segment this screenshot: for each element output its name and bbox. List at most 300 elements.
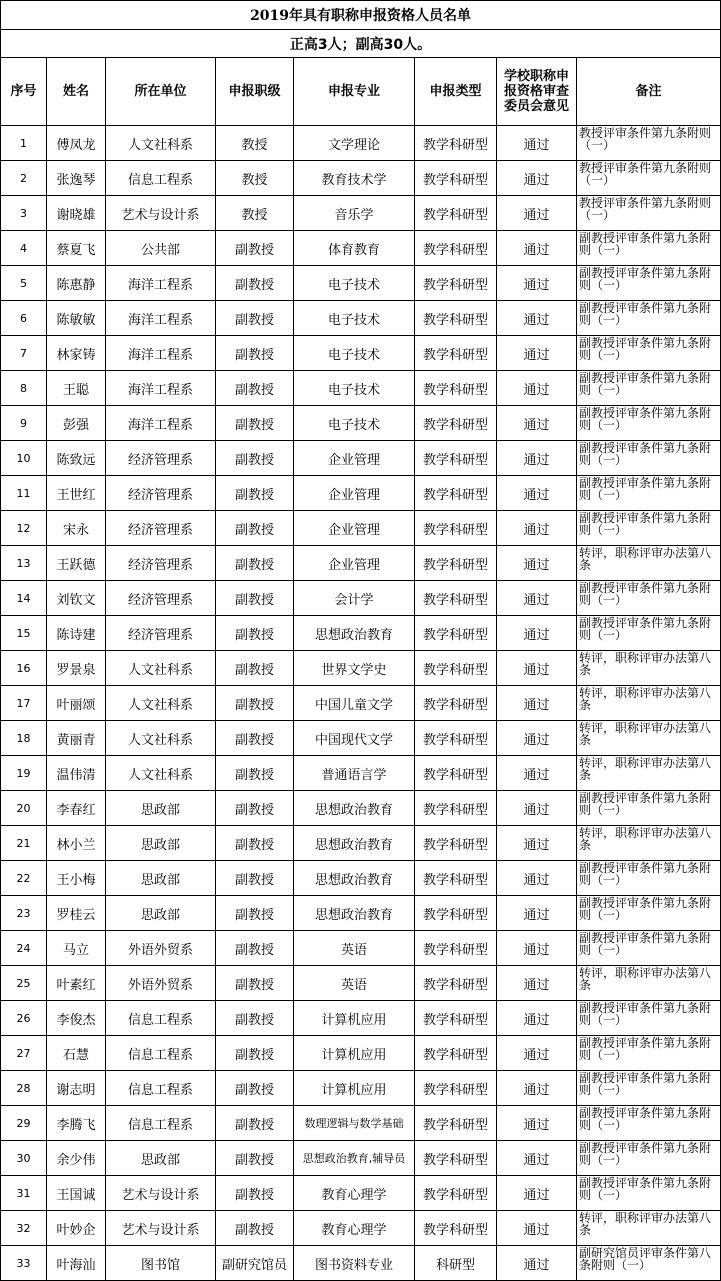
cell-review: 通过 bbox=[497, 1001, 577, 1036]
header-level: 申报职级 bbox=[216, 58, 294, 126]
header-name: 姓名 bbox=[47, 58, 106, 126]
cell-note: 副教授评审条件第九条附则（一） bbox=[577, 441, 721, 476]
cell-seq: 3 bbox=[1, 196, 47, 231]
cell-unit: 思政部 bbox=[106, 861, 216, 896]
cell-unit: 人文社科系 bbox=[106, 756, 216, 791]
cell-review: 通过 bbox=[497, 686, 577, 721]
cell-note: 副教授评审条件第九条附则（一） bbox=[577, 1001, 721, 1036]
cell-note: 转评，职称评审办法第八条 bbox=[577, 966, 721, 1001]
table-row bbox=[1, 721, 721, 756]
cell-review: 通过 bbox=[497, 196, 577, 231]
cell-note: 副教授评审条件第九条附则（一） bbox=[577, 406, 721, 441]
cell-unit: 经济管理系 bbox=[106, 441, 216, 476]
cell-level: 副教授 bbox=[216, 1141, 294, 1176]
cell-note: 副教授评审条件第九条附则（一） bbox=[577, 1036, 721, 1071]
cell-unit: 艺术与设计系 bbox=[106, 1176, 216, 1211]
cell-note: 副教授评审条件第九条附则（一） bbox=[577, 1071, 721, 1106]
cell-review: 通过 bbox=[497, 126, 577, 161]
table-row bbox=[1, 581, 721, 616]
cell-review: 通过 bbox=[497, 266, 577, 301]
cell-note: 转评，职称评审办法第八条 bbox=[577, 1211, 721, 1246]
cell-type: 教学科研型 bbox=[415, 686, 497, 721]
cell-type: 教学科研型 bbox=[415, 581, 497, 616]
cell-note: 教授评审条件第九条附则（一） bbox=[577, 126, 721, 161]
cell-level: 教授 bbox=[216, 161, 294, 196]
cell-review: 通过 bbox=[497, 1211, 577, 1246]
cell-unit: 思政部 bbox=[106, 1141, 216, 1176]
cell-name: 温伟清 bbox=[47, 756, 106, 791]
cell-unit: 经济管理系 bbox=[106, 616, 216, 651]
cell-level: 副教授 bbox=[216, 791, 294, 826]
cell-level: 副教授 bbox=[216, 336, 294, 371]
cell-level: 副教授 bbox=[216, 1001, 294, 1036]
cell-major: 思想政治教育 bbox=[294, 791, 415, 826]
cell-unit: 外语外贸系 bbox=[106, 931, 216, 966]
cell-review: 通过 bbox=[497, 161, 577, 196]
cell-review: 通过 bbox=[497, 966, 577, 1001]
cell-note: 副教授评审条件第九条附则（一） bbox=[577, 791, 721, 826]
cell-level: 副教授 bbox=[216, 266, 294, 301]
cell-type: 教学科研型 bbox=[415, 301, 497, 336]
table-row bbox=[1, 791, 721, 826]
cell-seq: 13 bbox=[1, 546, 47, 581]
cell-major: 教育技术学 bbox=[294, 161, 415, 196]
cell-major: 世界文学史 bbox=[294, 651, 415, 686]
cell-note: 副教授评审条件第九条附则（一） bbox=[577, 231, 721, 266]
table-row bbox=[1, 406, 721, 441]
cell-seq: 20 bbox=[1, 791, 47, 826]
table-row bbox=[1, 196, 721, 231]
cell-unit: 经济管理系 bbox=[106, 581, 216, 616]
table-row bbox=[1, 756, 721, 791]
cell-type: 教学科研型 bbox=[415, 1036, 497, 1071]
page-subtitle: 正高3人；副高30人。 bbox=[1, 30, 721, 58]
table-row bbox=[1, 651, 721, 686]
cell-note: 教授评审条件第九条附则（一） bbox=[577, 161, 721, 196]
cell-major: 普通语言学 bbox=[294, 756, 415, 791]
cell-seq: 11 bbox=[1, 476, 47, 511]
cell-type: 教学科研型 bbox=[415, 511, 497, 546]
cell-name: 余少伟 bbox=[47, 1141, 106, 1176]
cell-major: 思想政治教育 bbox=[294, 861, 415, 896]
cell-unit: 人文社科系 bbox=[106, 721, 216, 756]
cell-unit: 经济管理系 bbox=[106, 511, 216, 546]
cell-review: 通过 bbox=[497, 406, 577, 441]
cell-name: 谢志明 bbox=[47, 1071, 106, 1106]
cell-review: 通过 bbox=[497, 581, 577, 616]
cell-unit: 人文社科系 bbox=[106, 686, 216, 721]
cell-major: 电子技术 bbox=[294, 336, 415, 371]
cell-unit: 外语外贸系 bbox=[106, 966, 216, 1001]
cell-seq: 7 bbox=[1, 336, 47, 371]
cell-unit: 艺术与设计系 bbox=[106, 196, 216, 231]
cell-note: 转评，职称评审办法第八条 bbox=[577, 826, 721, 861]
cell-name: 王小梅 bbox=[47, 861, 106, 896]
cell-note: 副教授评审条件第九条附则（一） bbox=[577, 371, 721, 406]
cell-note: 转评，职称评审办法第八条 bbox=[577, 546, 721, 581]
cell-level: 副教授 bbox=[216, 441, 294, 476]
cell-review: 通过 bbox=[497, 301, 577, 336]
cell-level: 副教授 bbox=[216, 406, 294, 441]
cell-level: 副教授 bbox=[216, 1036, 294, 1071]
cell-level: 副教授 bbox=[216, 966, 294, 1001]
cell-seq: 25 bbox=[1, 966, 47, 1001]
cell-type: 教学科研型 bbox=[415, 126, 497, 161]
cell-level: 副教授 bbox=[216, 476, 294, 511]
table-row bbox=[1, 266, 721, 301]
cell-name: 李俊杰 bbox=[47, 1001, 106, 1036]
cell-level: 副教授 bbox=[216, 686, 294, 721]
cell-major: 电子技术 bbox=[294, 301, 415, 336]
cell-level: 副教授 bbox=[216, 721, 294, 756]
cell-note: 副教授评审条件第九条附则（一） bbox=[577, 581, 721, 616]
cell-review: 通过 bbox=[497, 1036, 577, 1071]
table-row bbox=[1, 931, 721, 966]
subtitle-row bbox=[1, 30, 721, 58]
cell-unit: 图书馆 bbox=[106, 1246, 216, 1281]
cell-level: 教授 bbox=[216, 126, 294, 161]
cell-review: 通过 bbox=[497, 791, 577, 826]
cell-name: 石慧 bbox=[47, 1036, 106, 1071]
cell-name: 谢晓雄 bbox=[47, 196, 106, 231]
cell-type: 教学科研型 bbox=[415, 161, 497, 196]
cell-note: 副研究馆员评审条件第八条附则（一） bbox=[577, 1246, 721, 1281]
cell-name: 李春红 bbox=[47, 791, 106, 826]
cell-unit: 海洋工程系 bbox=[106, 336, 216, 371]
cell-major: 电子技术 bbox=[294, 266, 415, 301]
cell-level: 副教授 bbox=[216, 1176, 294, 1211]
cell-name: 傅凤龙 bbox=[47, 126, 106, 161]
cell-type: 教学科研型 bbox=[415, 966, 497, 1001]
cell-note: 副教授评审条件第九条附则（一） bbox=[577, 266, 721, 301]
header-row bbox=[1, 58, 721, 126]
cell-name: 罗景泉 bbox=[47, 651, 106, 686]
cell-review: 通过 bbox=[497, 1141, 577, 1176]
header-unit: 所在单位 bbox=[106, 58, 216, 126]
table-row bbox=[1, 1176, 721, 1211]
cell-level: 教授 bbox=[216, 196, 294, 231]
cell-seq: 32 bbox=[1, 1211, 47, 1246]
cell-seq: 6 bbox=[1, 301, 47, 336]
cell-major: 计算机应用 bbox=[294, 1071, 415, 1106]
cell-type: 教学科研型 bbox=[415, 896, 497, 931]
cell-level: 副教授 bbox=[216, 616, 294, 651]
cell-level: 副教授 bbox=[216, 1071, 294, 1106]
cell-seq: 15 bbox=[1, 616, 47, 651]
cell-name: 王世红 bbox=[47, 476, 106, 511]
cell-type: 教学科研型 bbox=[415, 371, 497, 406]
table-row bbox=[1, 966, 721, 1001]
table-row bbox=[1, 861, 721, 896]
cell-type: 教学科研型 bbox=[415, 546, 497, 581]
table-row bbox=[1, 476, 721, 511]
table-row bbox=[1, 161, 721, 196]
cell-type: 科研型 bbox=[415, 1246, 497, 1281]
cell-name: 王聪 bbox=[47, 371, 106, 406]
cell-type: 教学科研型 bbox=[415, 931, 497, 966]
table-row bbox=[1, 301, 721, 336]
table-row bbox=[1, 1246, 721, 1281]
cell-major: 企业管理 bbox=[294, 546, 415, 581]
cell-seq: 19 bbox=[1, 756, 47, 791]
cell-seq: 26 bbox=[1, 1001, 47, 1036]
cell-unit: 人文社科系 bbox=[106, 126, 216, 161]
cell-unit: 思政部 bbox=[106, 791, 216, 826]
cell-seq: 27 bbox=[1, 1036, 47, 1071]
cell-seq: 2 bbox=[1, 161, 47, 196]
cell-type: 教学科研型 bbox=[415, 756, 497, 791]
cell-major: 企业管理 bbox=[294, 476, 415, 511]
cell-level: 副研究馆员 bbox=[216, 1246, 294, 1281]
cell-unit: 思政部 bbox=[106, 826, 216, 861]
cell-seq: 28 bbox=[1, 1071, 47, 1106]
cell-review: 通过 bbox=[497, 511, 577, 546]
cell-review: 通过 bbox=[497, 1176, 577, 1211]
cell-name: 陈诗建 bbox=[47, 616, 106, 651]
cell-review: 通过 bbox=[497, 441, 577, 476]
cell-level: 副教授 bbox=[216, 231, 294, 266]
cell-major: 会计学 bbox=[294, 581, 415, 616]
cell-type: 教学科研型 bbox=[415, 476, 497, 511]
cell-seq: 14 bbox=[1, 581, 47, 616]
table-row bbox=[1, 1001, 721, 1036]
cell-type: 教学科研型 bbox=[415, 1176, 497, 1211]
cell-seq: 10 bbox=[1, 441, 47, 476]
cell-note: 副教授评审条件第九条附则（一） bbox=[577, 1141, 721, 1176]
cell-major: 中国儿童文学 bbox=[294, 686, 415, 721]
cell-unit: 经济管理系 bbox=[106, 476, 216, 511]
cell-major: 思想政治教育 bbox=[294, 616, 415, 651]
cell-level: 副教授 bbox=[216, 1211, 294, 1246]
cell-seq: 9 bbox=[1, 406, 47, 441]
cell-seq: 12 bbox=[1, 511, 47, 546]
page-title: 2019年具有职称申报资格人员名单 bbox=[1, 1, 721, 30]
cell-unit: 海洋工程系 bbox=[106, 406, 216, 441]
table-row bbox=[1, 441, 721, 476]
cell-seq: 1 bbox=[1, 126, 47, 161]
title-row bbox=[1, 1, 721, 30]
cell-review: 通过 bbox=[497, 826, 577, 861]
table-row bbox=[1, 511, 721, 546]
cell-review: 通过 bbox=[497, 931, 577, 966]
cell-note: 副教授评审条件第九条附则（一） bbox=[577, 1106, 721, 1141]
cell-type: 教学科研型 bbox=[415, 231, 497, 266]
cell-name: 张逸琴 bbox=[47, 161, 106, 196]
cell-note: 转评，职称评审办法第八条 bbox=[577, 756, 721, 791]
cell-note: 副教授评审条件第九条附则（一） bbox=[577, 511, 721, 546]
cell-name: 林小兰 bbox=[47, 826, 106, 861]
cell-unit: 海洋工程系 bbox=[106, 266, 216, 301]
cell-review: 通过 bbox=[497, 546, 577, 581]
cell-major: 数理逻辑与数学基础 bbox=[294, 1106, 415, 1141]
table-row bbox=[1, 826, 721, 861]
table-row bbox=[1, 1071, 721, 1106]
cell-unit: 海洋工程系 bbox=[106, 301, 216, 336]
cell-note: 转评，职称评审办法第八条 bbox=[577, 721, 721, 756]
cell-name: 林家铸 bbox=[47, 336, 106, 371]
cell-note: 副教授评审条件第九条附则（一） bbox=[577, 896, 721, 931]
cell-note: 副教授评审条件第九条附则（一） bbox=[577, 861, 721, 896]
cell-review: 通过 bbox=[497, 476, 577, 511]
cell-type: 教学科研型 bbox=[415, 721, 497, 756]
table-row bbox=[1, 1036, 721, 1071]
cell-note: 副教授评审条件第九条附则（一） bbox=[577, 336, 721, 371]
table-row bbox=[1, 546, 721, 581]
cell-unit: 公共部 bbox=[106, 231, 216, 266]
cell-level: 副教授 bbox=[216, 1106, 294, 1141]
cell-major: 教育心理学 bbox=[294, 1176, 415, 1211]
cell-major: 思想政治教育 bbox=[294, 896, 415, 931]
cell-seq: 5 bbox=[1, 266, 47, 301]
table-row bbox=[1, 231, 721, 266]
cell-major: 企业管理 bbox=[294, 441, 415, 476]
cell-name: 陈致远 bbox=[47, 441, 106, 476]
cell-type: 教学科研型 bbox=[415, 616, 497, 651]
cell-major: 企业管理 bbox=[294, 511, 415, 546]
cell-name: 刘钦文 bbox=[47, 581, 106, 616]
table-row bbox=[1, 1211, 721, 1246]
cell-unit: 经济管理系 bbox=[106, 546, 216, 581]
cell-seq: 22 bbox=[1, 861, 47, 896]
cell-review: 通过 bbox=[497, 1106, 577, 1141]
cell-note: 副教授评审条件第九条附则（一） bbox=[577, 476, 721, 511]
cell-type: 教学科研型 bbox=[415, 336, 497, 371]
cell-note: 转评，职称评审办法第八条 bbox=[577, 651, 721, 686]
cell-level: 副教授 bbox=[216, 371, 294, 406]
cell-seq: 24 bbox=[1, 931, 47, 966]
cell-type: 教学科研型 bbox=[415, 791, 497, 826]
cell-note: 副教授评审条件第九条附则（一） bbox=[577, 301, 721, 336]
cell-level: 副教授 bbox=[216, 546, 294, 581]
table-row bbox=[1, 896, 721, 931]
table-row bbox=[1, 686, 721, 721]
cell-note: 教授评审条件第九条附则（一） bbox=[577, 196, 721, 231]
cell-seq: 21 bbox=[1, 826, 47, 861]
cell-note: 副教授评审条件第九条附则（一） bbox=[577, 1176, 721, 1211]
cell-type: 教学科研型 bbox=[415, 861, 497, 896]
cell-major: 电子技术 bbox=[294, 371, 415, 406]
cell-type: 教学科研型 bbox=[415, 826, 497, 861]
cell-name: 叶丽颂 bbox=[47, 686, 106, 721]
cell-type: 教学科研型 bbox=[415, 651, 497, 686]
cell-level: 副教授 bbox=[216, 581, 294, 616]
cell-unit: 信息工程系 bbox=[106, 1071, 216, 1106]
cell-seq: 4 bbox=[1, 231, 47, 266]
cell-type: 教学科研型 bbox=[415, 406, 497, 441]
cell-name: 叶妙企 bbox=[47, 1211, 106, 1246]
cell-review: 通过 bbox=[497, 861, 577, 896]
cell-level: 副教授 bbox=[216, 896, 294, 931]
cell-seq: 18 bbox=[1, 721, 47, 756]
cell-major: 英语 bbox=[294, 931, 415, 966]
cell-major: 音乐学 bbox=[294, 196, 415, 231]
cell-major: 中国现代文学 bbox=[294, 721, 415, 756]
cell-unit: 思政部 bbox=[106, 896, 216, 931]
cell-seq: 29 bbox=[1, 1106, 47, 1141]
cell-major: 体育教育 bbox=[294, 231, 415, 266]
cell-name: 叶海汕 bbox=[47, 1246, 106, 1281]
header-seq: 序号 bbox=[1, 58, 47, 126]
cell-review: 通过 bbox=[497, 651, 577, 686]
cell-note: 转评，职称评审办法第八条 bbox=[577, 686, 721, 721]
cell-review: 通过 bbox=[497, 756, 577, 791]
cell-seq: 23 bbox=[1, 896, 47, 931]
cell-major: 电子技术 bbox=[294, 406, 415, 441]
cell-unit: 人文社科系 bbox=[106, 651, 216, 686]
cell-name: 陈惠静 bbox=[47, 266, 106, 301]
cell-note: 副教授评审条件第九条附则（一） bbox=[577, 616, 721, 651]
cell-seq: 8 bbox=[1, 371, 47, 406]
cell-level: 副教授 bbox=[216, 651, 294, 686]
cell-level: 副教授 bbox=[216, 511, 294, 546]
cell-major: 计算机应用 bbox=[294, 1036, 415, 1071]
cell-review: 通过 bbox=[497, 1246, 577, 1281]
cell-review: 通过 bbox=[497, 896, 577, 931]
cell-major: 计算机应用 bbox=[294, 1001, 415, 1036]
header-note: 备注 bbox=[577, 58, 721, 126]
header-review: 学校职称申报资格审查委员会意见 bbox=[497, 58, 577, 126]
cell-name: 黄丽青 bbox=[47, 721, 106, 756]
cell-name: 王跃德 bbox=[47, 546, 106, 581]
cell-unit: 信息工程系 bbox=[106, 1036, 216, 1071]
cell-type: 教学科研型 bbox=[415, 1071, 497, 1106]
cell-seq: 31 bbox=[1, 1176, 47, 1211]
cell-unit: 艺术与设计系 bbox=[106, 1211, 216, 1246]
cell-seq: 16 bbox=[1, 651, 47, 686]
cell-type: 教学科研型 bbox=[415, 1106, 497, 1141]
cell-type: 教学科研型 bbox=[415, 266, 497, 301]
cell-unit: 海洋工程系 bbox=[106, 371, 216, 406]
cell-name: 李腾飞 bbox=[47, 1106, 106, 1141]
cell-review: 通过 bbox=[497, 1071, 577, 1106]
cell-name: 叶素红 bbox=[47, 966, 106, 1001]
cell-type: 教学科研型 bbox=[415, 196, 497, 231]
cell-seq: 30 bbox=[1, 1141, 47, 1176]
header-type: 申报类型 bbox=[415, 58, 497, 126]
cell-level: 副教授 bbox=[216, 826, 294, 861]
cell-review: 通过 bbox=[497, 721, 577, 756]
cell-review: 通过 bbox=[497, 371, 577, 406]
cell-name: 陈敏敏 bbox=[47, 301, 106, 336]
cell-name: 蔡夏飞 bbox=[47, 231, 106, 266]
cell-note: 副教授评审条件第九条附则（一） bbox=[577, 931, 721, 966]
cell-major: 教育心理学 bbox=[294, 1211, 415, 1246]
table-row bbox=[1, 1141, 721, 1176]
cell-level: 副教授 bbox=[216, 931, 294, 966]
cell-major: 文学理论 bbox=[294, 126, 415, 161]
table-row bbox=[1, 336, 721, 371]
cell-level: 副教授 bbox=[216, 861, 294, 896]
cell-seq: 33 bbox=[1, 1246, 47, 1281]
cell-review: 通过 bbox=[497, 336, 577, 371]
table-row bbox=[1, 1106, 721, 1141]
cell-major: 思想政治教育,辅导员 bbox=[294, 1141, 415, 1176]
cell-type: 教学科研型 bbox=[415, 441, 497, 476]
cell-major: 思想政治教育 bbox=[294, 826, 415, 861]
cell-unit: 信息工程系 bbox=[106, 161, 216, 196]
cell-major: 英语 bbox=[294, 966, 415, 1001]
cell-level: 副教授 bbox=[216, 756, 294, 791]
cell-level: 副教授 bbox=[216, 301, 294, 336]
cell-unit: 信息工程系 bbox=[106, 1106, 216, 1141]
cell-review: 通过 bbox=[497, 616, 577, 651]
cell-unit: 信息工程系 bbox=[106, 1001, 216, 1036]
cell-name: 宋永 bbox=[47, 511, 106, 546]
cell-type: 教学科研型 bbox=[415, 1141, 497, 1176]
table-row bbox=[1, 126, 721, 161]
cell-seq: 17 bbox=[1, 686, 47, 721]
cell-name: 王国诚 bbox=[47, 1176, 106, 1211]
